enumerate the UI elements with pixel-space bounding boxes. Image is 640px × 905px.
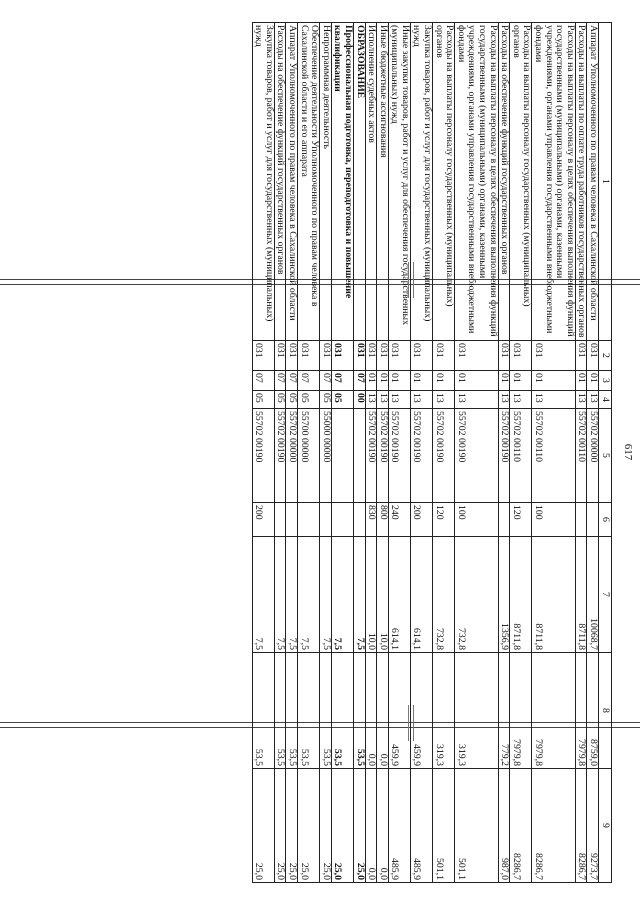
row-value-col8: 53,5 (274, 653, 286, 769)
page-number: 617 (622, 443, 634, 461)
row-value-col9: 8286,7 (575, 769, 587, 883)
table-row (286, 23, 298, 883)
row-code: 031 (532, 341, 575, 371)
table-row (377, 23, 389, 883)
row-name: Закупка товаров, работ и услуг для государственных (муниципальных) нужд (252, 23, 274, 341)
row-value-col7: 7,5 (274, 537, 286, 653)
row-subsection: 05 (331, 391, 353, 409)
header-cell: 4 (599, 391, 612, 409)
row-section: 07 (297, 371, 319, 391)
table-row (365, 23, 377, 883)
row-section: 01 (510, 371, 532, 391)
row-code: 031 (388, 341, 410, 371)
row-expense-type (575, 503, 587, 537)
row-expense-type: 120 (510, 503, 532, 537)
row-subsection: 00 (353, 391, 365, 409)
row-subsection: 05 (320, 391, 332, 409)
table-row (410, 23, 432, 883)
row-target-article: 55702 00190 (365, 409, 377, 503)
row-value-col8: 0,0 (377, 653, 389, 769)
row-value-col9: 25,0 (331, 769, 353, 883)
row-code: 031 (331, 341, 353, 371)
row-subsection: 13 (455, 391, 498, 409)
row-value-col9: 25,0 (297, 769, 319, 883)
row-section: 07 (331, 371, 353, 391)
row-value-col9: 9273,7 (587, 769, 599, 883)
row-subsection: 05 (274, 391, 286, 409)
table-body (252, 23, 598, 883)
row-target-article: 55702 00190 (388, 409, 410, 503)
row-target-article: 55702 00190 (455, 409, 498, 503)
table-row (274, 23, 286, 883)
row-section: 01 (388, 371, 410, 391)
table-header-row (599, 23, 612, 883)
table-row (297, 23, 319, 883)
table-row (532, 23, 575, 883)
row-value-col9: 25,0 (252, 769, 274, 883)
row-section: 07 (353, 371, 365, 391)
row-target-article: 55702 00190 (377, 409, 389, 503)
row-subsection: 05 (297, 391, 319, 409)
row-value-col9: 8286,7 (510, 769, 532, 883)
row-subsection: 13 (532, 391, 575, 409)
row-value-col7: 7,5 (320, 537, 332, 653)
row-value-col9: 485,9 (410, 769, 432, 883)
row-value-col7: 10068,7 (587, 537, 599, 653)
row-value-col8: 8759,0 (587, 653, 599, 769)
row-code: 031 (498, 341, 510, 371)
row-expense-type (587, 503, 599, 537)
row-value-col7: 7,5 (252, 537, 274, 653)
row-section: 07 (286, 371, 298, 391)
row-target-article: 55700 00000 (297, 409, 319, 503)
row-value-col9: 25,0 (320, 769, 332, 883)
row-section: 01 (455, 371, 498, 391)
table-row (388, 23, 410, 883)
row-value-col7: 8711,8 (575, 537, 587, 653)
row-expense-type: 100 (532, 503, 575, 537)
row-value-col8: 319,3 (433, 653, 455, 769)
row-target-article (331, 409, 353, 503)
row-expense-type: 200 (252, 503, 274, 537)
row-expense-type (286, 503, 298, 537)
row-expense-type: 830 (365, 503, 377, 537)
header-cell: 6 (599, 503, 612, 537)
row-subsection: 05 (252, 391, 274, 409)
row-target-article: 55702 00000 (286, 409, 298, 503)
row-subsection: 13 (377, 391, 389, 409)
table-row (587, 23, 599, 883)
header-cell: 8 (599, 653, 612, 769)
row-expense-type (498, 503, 510, 537)
row-value-col7: 614,1 (410, 537, 432, 653)
row-value-col7: 10,0 (365, 537, 377, 653)
row-name: Расходы на обеспечение функций государственных органов (498, 23, 510, 341)
row-code: 031 (252, 341, 274, 371)
row-section: 01 (410, 371, 432, 391)
row-value-col9: 25,0 (353, 769, 365, 883)
row-target-article: 55702 00190 (498, 409, 510, 503)
table-row (252, 23, 274, 883)
row-code: 031 (377, 341, 389, 371)
row-value-col7: 8711,8 (510, 537, 532, 653)
row-section: 07 (320, 371, 332, 391)
row-expense-type (320, 503, 332, 537)
row-value-col8: 53,5 (286, 653, 298, 769)
row-value-col7: 7,5 (331, 537, 353, 653)
header-cell: 5 (599, 409, 612, 503)
row-code: 031 (320, 341, 332, 371)
row-target-article: 55702 00190 (410, 409, 432, 503)
row-expense-type: 240 (388, 503, 410, 537)
row-target-article (353, 409, 365, 503)
row-value-col7: 7,5 (353, 537, 365, 653)
row-value-col8: 53,5 (331, 653, 353, 769)
row-code: 031 (274, 341, 286, 371)
row-value-col8: 459,9 (410, 653, 432, 769)
row-subsection: 13 (410, 391, 432, 409)
row-target-article: 55702 00190 (274, 409, 286, 503)
row-expense-type: 800 (377, 503, 389, 537)
row-target-article: 55702 00110 (575, 409, 587, 503)
row-name: Иные бюджетные ассигнования (377, 23, 389, 341)
row-target-article: 55702 00190 (252, 409, 274, 503)
row-value-col8: 7979,8 (510, 653, 532, 769)
budget-table (252, 22, 612, 883)
table-row (510, 23, 532, 883)
row-value-col7: 732,8 (455, 537, 498, 653)
row-value-col8: 53,5 (320, 653, 332, 769)
table-row (455, 23, 498, 883)
header-cell: 3 (599, 371, 612, 391)
row-name: Расходы на выплаты по оплате труда работников государственных органов (575, 23, 587, 341)
row-value-col9: 501,1 (455, 769, 498, 883)
table-row (575, 23, 587, 883)
row-section: 01 (433, 371, 455, 391)
row-code: 031 (286, 341, 298, 371)
row-expense-type: 100 (455, 503, 498, 537)
row-name: Непрограммная деятельность (320, 23, 332, 341)
row-name: Закупка товаров, работ и услуг для государственных (муниципальных) нужд (410, 23, 432, 341)
row-section: 07 (274, 371, 286, 391)
row-value-col8: 53,5 (297, 653, 319, 769)
row-code: 031 (587, 341, 599, 371)
row-section: 01 (365, 371, 377, 391)
row-code: 031 (365, 341, 377, 371)
row-section: 07 (252, 371, 274, 391)
row-name: Расходы на выплаты персоналу государственных (муниципальных) органов (510, 23, 532, 341)
row-target-article: 55702 00000 (587, 409, 599, 503)
row-value-col9: 987,0 (498, 769, 510, 883)
row-value-col9: 25,0 (286, 769, 298, 883)
row-name: Расходы на выплаты персоналу в целях обеспечения выполнения функций государственными (муниципальными) органами, казенными учреждениями, органами управления государственными внебюджетными фондами (532, 23, 575, 341)
row-section: 01 (377, 371, 389, 391)
row-expense-type (297, 503, 319, 537)
row-value-col7: 614,1 (388, 537, 410, 653)
row-section: 01 (587, 371, 599, 391)
row-section: 01 (498, 371, 510, 391)
row-value-col7: 7,5 (286, 537, 298, 653)
row-value-col7: 7,5 (297, 537, 319, 653)
row-target-article: 55702 00110 (532, 409, 575, 503)
row-subsection: 13 (498, 391, 510, 409)
row-name: Расходы на выплаты персоналу в целях обеспечения выполнения функций государственными (муниципальными) органами, казенными учреждениями, органами управления государственными внебюджетными фондами (455, 23, 498, 341)
row-value-col7: 1356,9 (498, 537, 510, 653)
row-value-col8: 319,3 (455, 653, 498, 769)
row-target-article: 55000 00000 (320, 409, 332, 503)
row-value-col9: 501,1 (433, 769, 455, 883)
row-code: 031 (510, 341, 532, 371)
row-expense-type: 120 (433, 503, 455, 537)
row-value-col7: 732,8 (433, 537, 455, 653)
row-name: Расходы на выплаты персоналу государственных (муниципальных) органов (433, 23, 455, 341)
row-subsection: 13 (388, 391, 410, 409)
row-value-col8: 7979,8 (575, 653, 587, 769)
header-cell: 7 (599, 537, 612, 653)
row-name: Аппарат Уполномоченного по правам человека в Сахалинской области (587, 23, 599, 341)
row-name: Расходы на обеспечение функций государственных органов (274, 23, 286, 341)
row-name: ОБРАЗОВАНИЕ (353, 23, 365, 341)
row-subsection: 13 (587, 391, 599, 409)
row-value-col8: 7979,8 (532, 653, 575, 769)
row-section: 01 (532, 371, 575, 391)
row-name: Иные закупки товаров, работ и услуг для обеспечения государственных (муниципальных) нужд (388, 23, 410, 341)
rotated-document (67, 22, 634, 882)
row-target-article: 55702 00110 (510, 409, 532, 503)
row-subsection: 13 (365, 391, 377, 409)
row-section: 01 (575, 371, 587, 391)
table-row (433, 23, 455, 883)
row-code: 031 (575, 341, 587, 371)
row-name: Аппарат Уполномоченного по правам человека в Сахалинской области (286, 23, 298, 341)
row-code: 031 (433, 341, 455, 371)
row-expense-type: 200 (410, 503, 432, 537)
row-value-col7: 10,0 (377, 537, 389, 653)
row-subsection: 13 (575, 391, 587, 409)
row-value-col9: 0,0 (365, 769, 377, 883)
table-row (331, 23, 353, 883)
row-value-col9: 0,0 (377, 769, 389, 883)
header-cell: 9 (599, 769, 612, 883)
row-value-col8: 459,9 (388, 653, 410, 769)
row-value-col8: 0,0 (365, 653, 377, 769)
row-value-col9: 485,9 (388, 769, 410, 883)
table-row (353, 23, 365, 883)
table-row (320, 23, 332, 883)
row-expense-type (331, 503, 353, 537)
row-value-col8: 53,5 (353, 653, 365, 769)
row-name: Профессиональная подготовка, переподготовка и повышение квалификации (331, 23, 353, 341)
row-name: Исполнение судебных актов (365, 23, 377, 341)
row-value-col7: 8711,8 (532, 537, 575, 653)
row-code: 031 (297, 341, 319, 371)
row-code: 031 (410, 341, 432, 371)
row-subsection: 05 (286, 391, 298, 409)
row-value-col9: 25,0 (274, 769, 286, 883)
row-expense-type (353, 503, 365, 537)
row-expense-type (274, 503, 286, 537)
row-target-article: 55702 00190 (433, 409, 455, 503)
row-subsection: 13 (433, 391, 455, 409)
row-value-col9: 8286,7 (532, 769, 575, 883)
row-code: 031 (353, 341, 365, 371)
row-value-col8: 779,2 (498, 653, 510, 769)
row-name: Обеспечение деятельности Уполномоченного по правам человека в Сахалинской области и его аппарата (297, 23, 319, 341)
header-cell: 2 (599, 341, 612, 371)
header-cell: 1 (599, 23, 612, 341)
row-code: 031 (455, 341, 498, 371)
table-row (498, 23, 510, 883)
row-subsection: 13 (510, 391, 532, 409)
row-value-col8: 53,5 (252, 653, 274, 769)
